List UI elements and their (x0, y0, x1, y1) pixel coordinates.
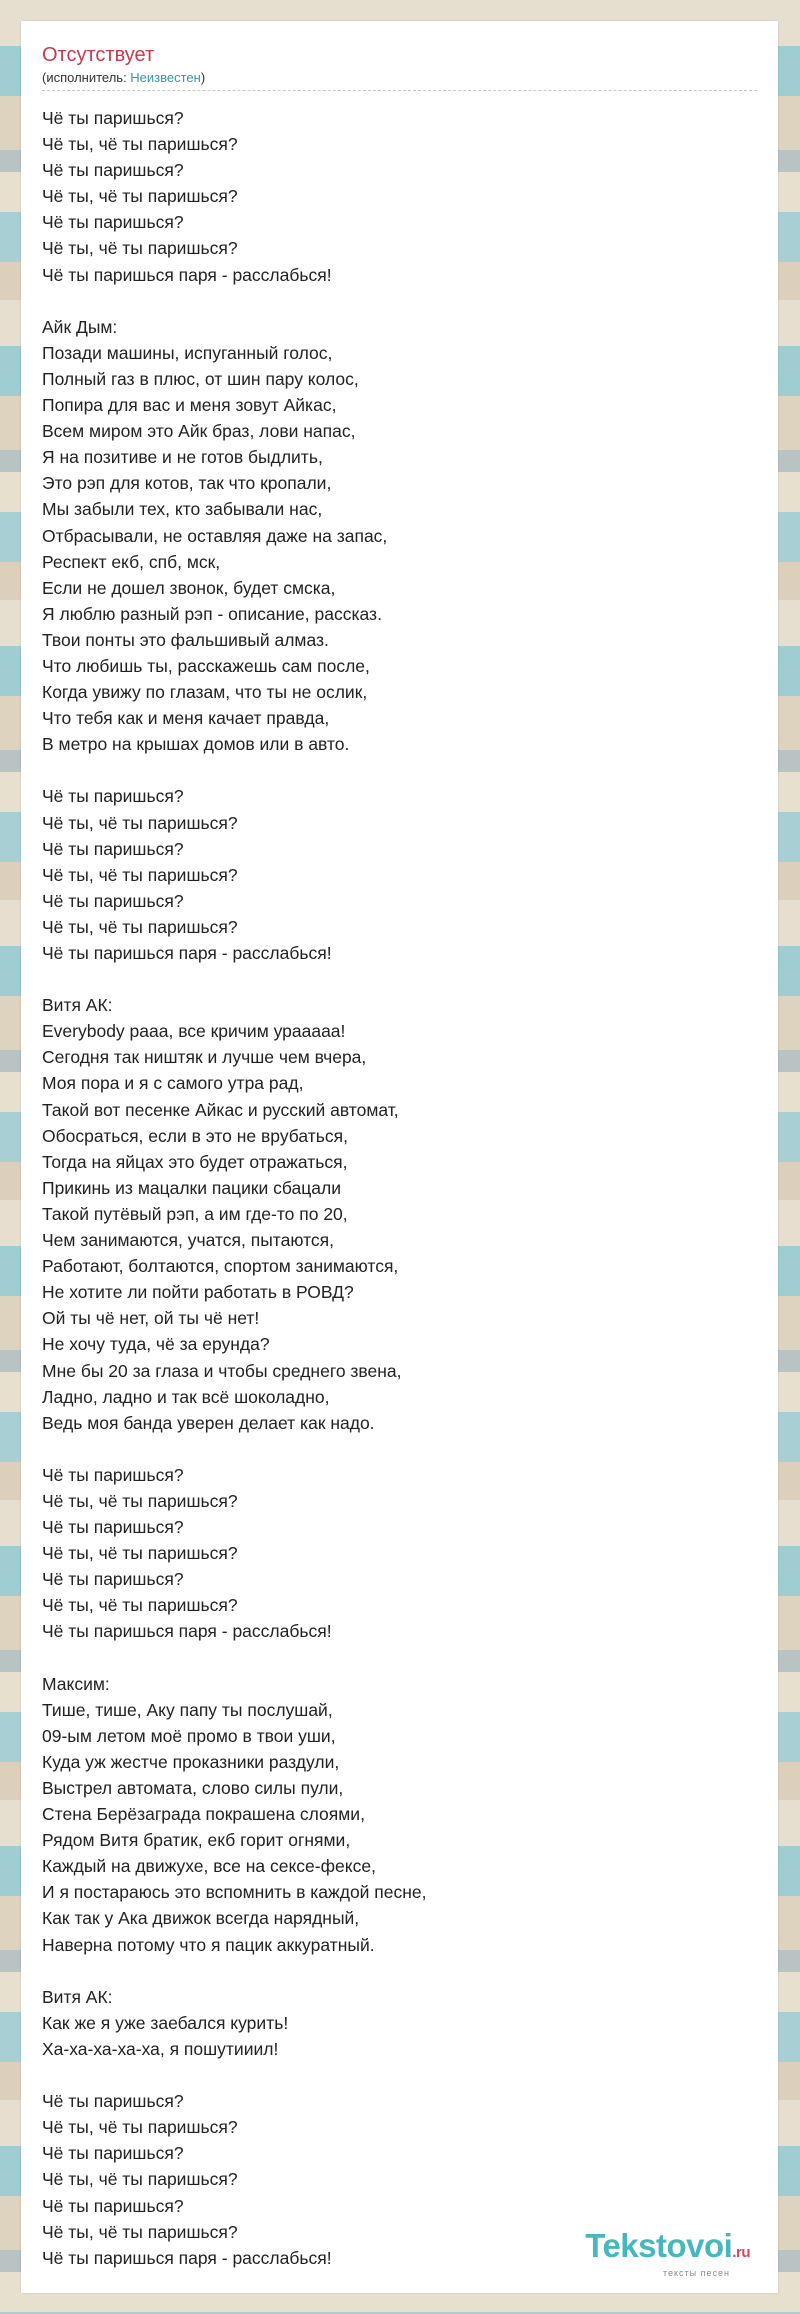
artist-link[interactable]: Неизвестен (130, 70, 201, 85)
artist-suffix: ) (200, 70, 206, 85)
song-header (42, 43, 778, 91)
logo-tagline: тексты песен (662, 2268, 730, 2278)
logo-wordmark (585, 2229, 750, 2270)
logo-main-text: Tekstovoi (585, 2227, 733, 2264)
content-card (21, 21, 778, 2293)
lyrics-text: Чё ты паришься? Чё ты, чё ты паришься? Чё ты паришься? Чё ты, чё ты паришься? Чё ты паришься? Чё ты, чё ты паришься? Чё ты паришься паря - расслабься! Айк Дым: Позади машины, испуганный голос, Полный газ в плюс, от шин пару колос, Попира для вас и меня зовут Айкас, Всем миром это Айк браз, лови напас, Я на позитиве и не готов быдлить, Это рэп для котов, так что кропали, Мы забыли тех, кто забывали нас, Отбрасывали, не оставляя даже на запас, Респект екб, спб, мск, Если не дошел звонок, будет смска, Я люблю разный рэп - описание, рассказ. Твои понты это фальшивый алмаз. Что любишь ты, расскажешь сам после, Когда увижу по глазам, что ты не ослик, Что тебя как и меня качает правда, В метро на крышах домов или в авто. Чё ты паришься? Чё ты, чё ты паришься? Чё ты паришься? Чё ты, чё ты паришься? Чё ты паришься? Чё ты, чё ты паришься? Чё ты паришься паря - расслабься! Витя АК: Everybody рааа, все кричим урааааа! Сегодня так ништяк и лучше чем вчера, Моя пора и я с самого утра рад, Такой вот песенке Айкас и русский автомат, Обосраться, если в это не врубаться, Тогда на яйцах это будет отражаться, Прикинь из мацалки пацики сбацали Такой путёвый рэп, а им где-то по 20, Чем занимаются, учатся, пытаются, Работают, болтаются, спортом занимаются, Не хотите ли пойти работать в РОВД? Ой ты чё нет, ой ты чё нет! Не хочу туда, чё за ерунда? Мне бы 20 за глаза и чтобы среднего звена, Ладно, ладно и так всё шоколадно, Ведь моя банда уверен делает как надо. Чё ты паришься? Чё ты, чё ты паришься? Чё ты паришься? Чё ты, чё ты паришься? Чё ты паришься? Чё ты, чё ты паришься? Чё ты паришься паря - расслабься! Максим: Тише, тише, Аку папу ты послушай, 09-ым летом моё промо в твои уши, Куда уж жестче проказники раздули, Выстрел автомата, слово силы пули, Стена Берёзаграда покрашена слоями, Рядом Витя братик, екб горит огнями, Каждый на движухе, все на сексе-фексе, И я постараюсь это вспомнить в каждой песне, Как так у Ака движок всегда нарядный, Наверна потому что я пацик аккуратный. Витя АК: Как же я уже заебался курить! Ха-ха-ха-ха-ха, я пошутииил! Чё ты паришься? Чё ты, чё ты паришься? Чё ты паришься? Чё ты, чё ты паришься? Чё ты паришься? Чё ты, чё ты паришься? Чё ты паришься паря - расслабься! (42, 108, 427, 2268)
artist-line (42, 70, 757, 91)
site-logo[interactable] (585, 2229, 750, 2278)
song-title: Отсутствует (42, 44, 155, 66)
logo-suffix: .ru (732, 2244, 750, 2261)
artist-prefix: (исполнитель: (42, 70, 131, 85)
